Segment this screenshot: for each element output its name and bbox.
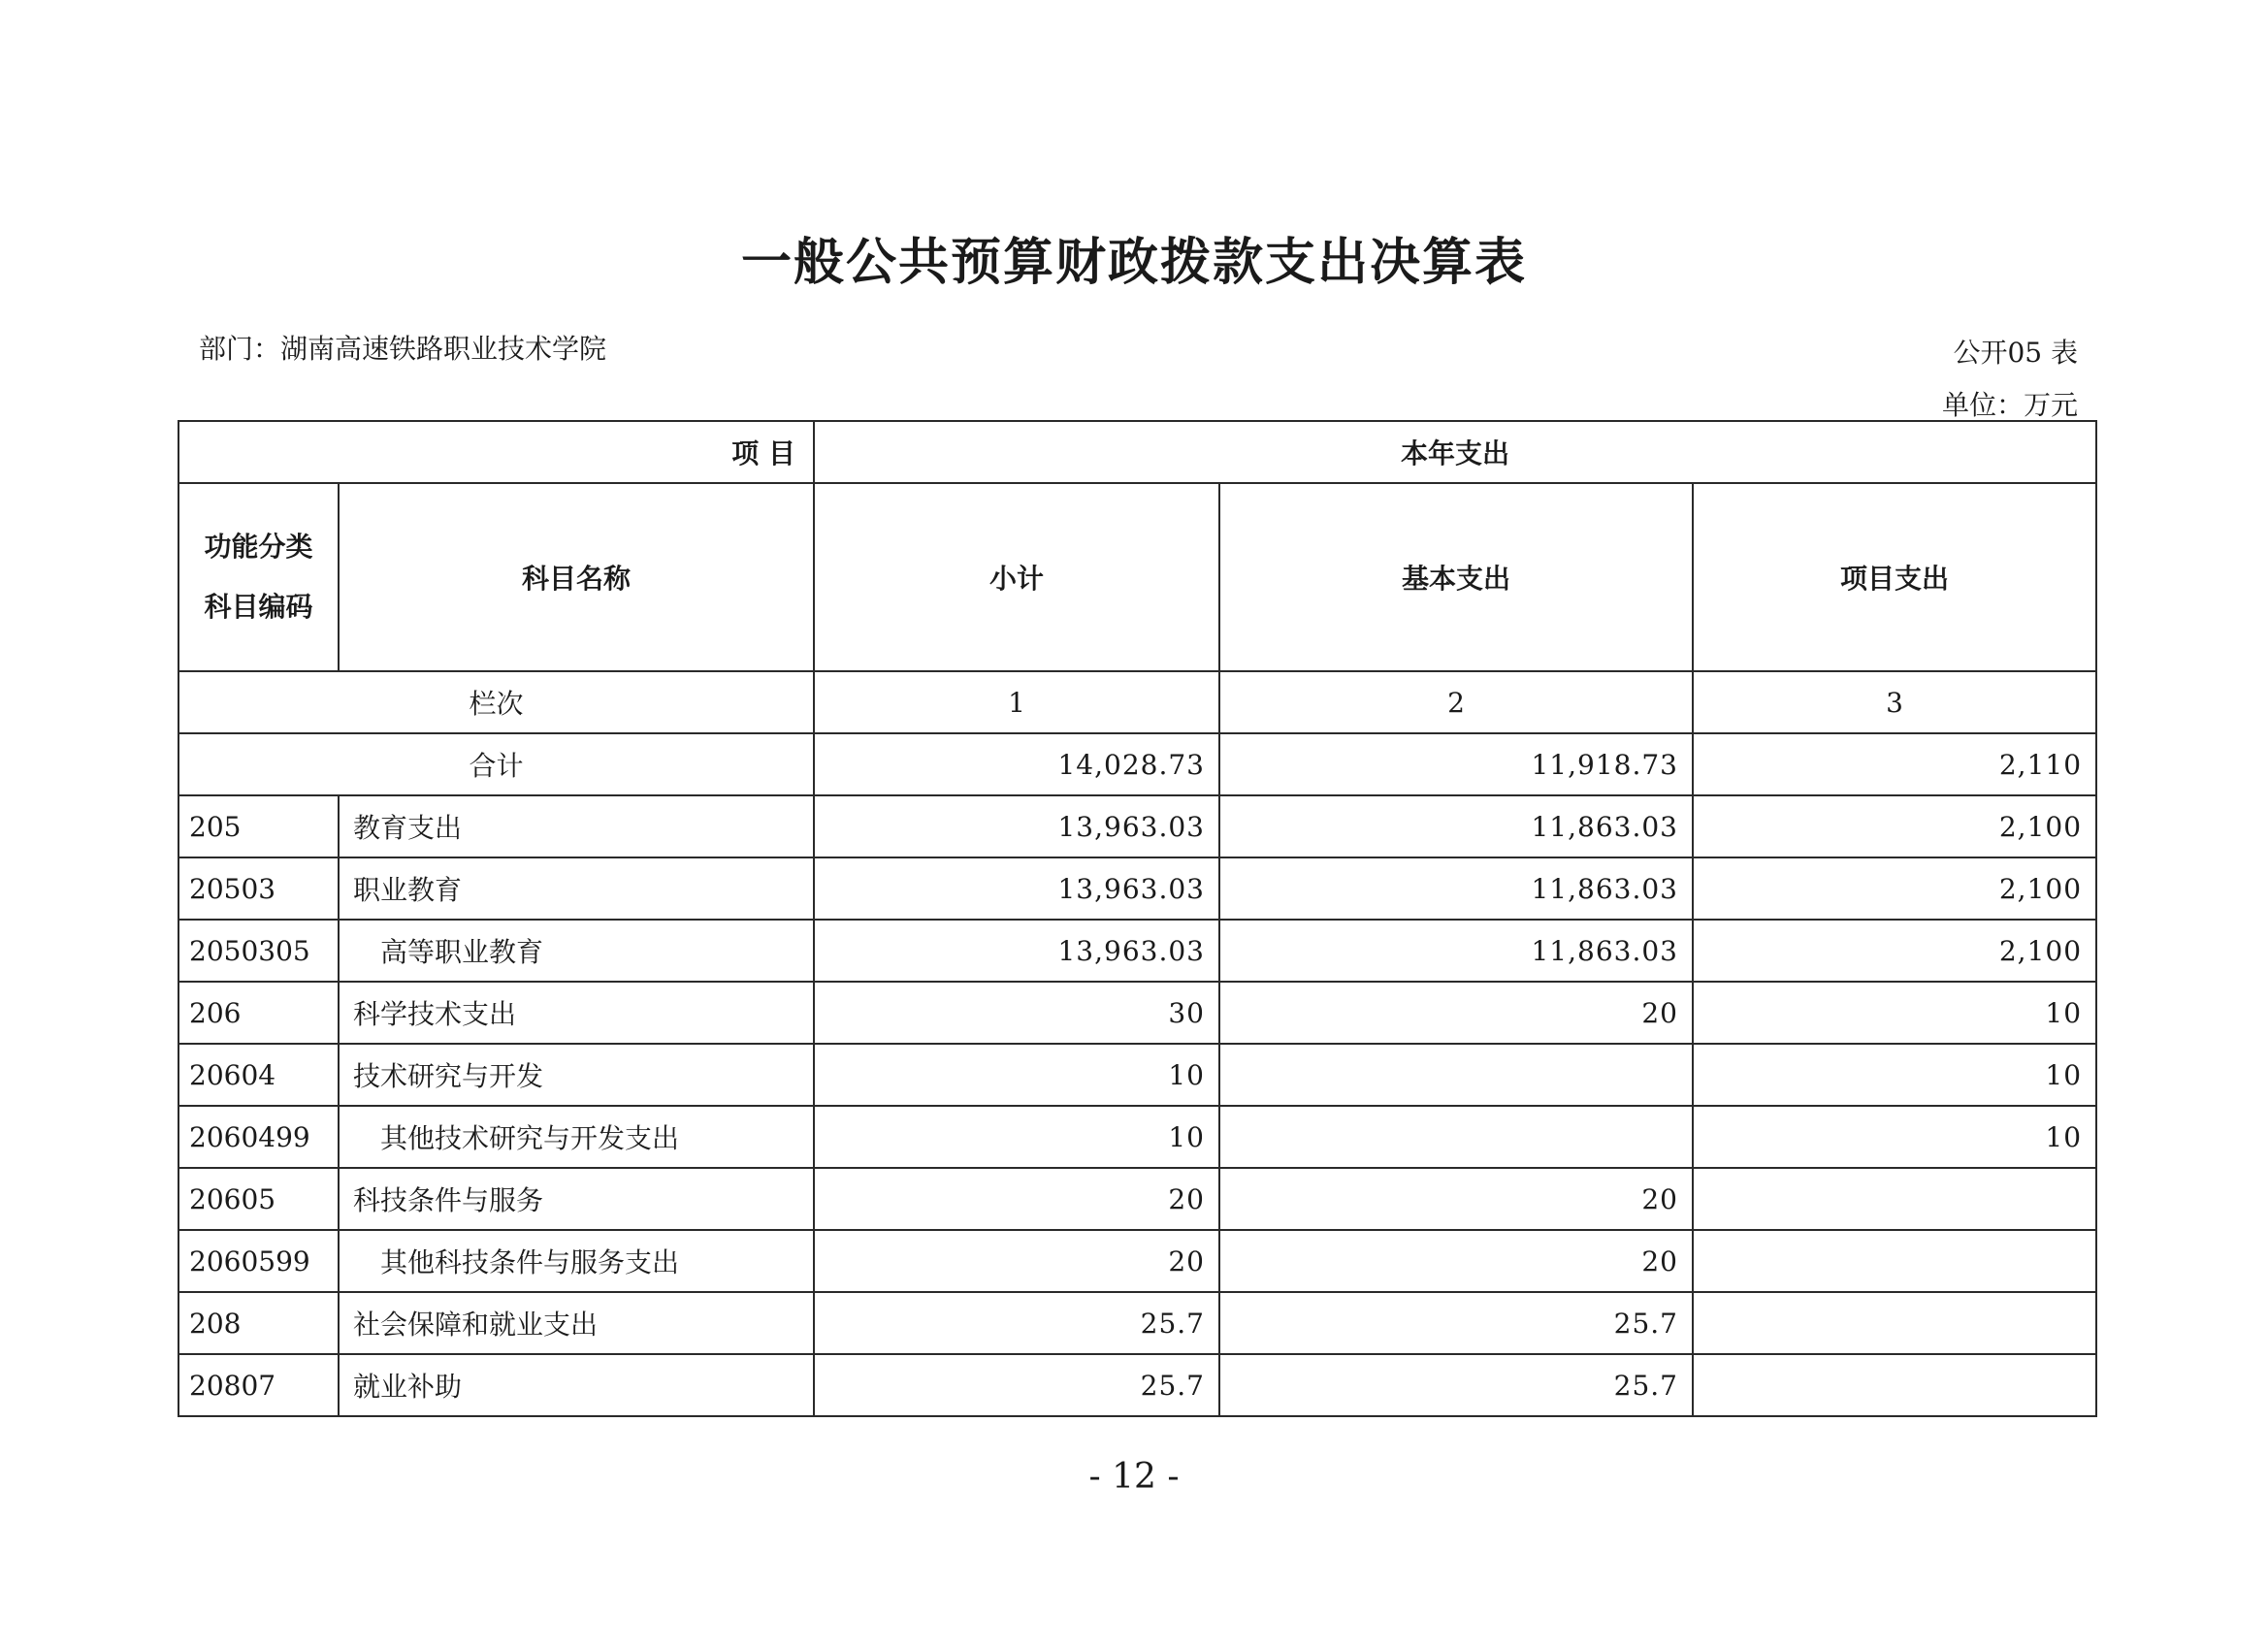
header-subject-name: 科目名称 [339,483,814,671]
row-basic [1219,1044,1693,1106]
row-code: 208 [178,1292,339,1354]
table-row [178,1230,2096,1292]
table-row [178,920,2096,982]
row-project: 2,100 [1693,795,2096,857]
row-subtotal: 20 [814,1230,1219,1292]
row-code: 20503 [178,857,339,920]
row-basic [1219,1106,1693,1168]
header-project: 项目支出 [1693,483,2096,671]
row-name: 高等职业教育 [339,920,814,982]
row-name: 社会保障和就业支出 [339,1292,814,1354]
row-subtotal: 30 [814,982,1219,1044]
budget-table [178,420,2097,1417]
table-row [178,982,2096,1044]
row-project: 2,100 [1693,920,2096,982]
department-label: 部门：湖南高速铁路职业技术学院 [199,333,607,365]
row-project: 10 [1693,1044,2096,1106]
row-basic: 20 [1219,1230,1693,1292]
header-basic: 基本支出 [1219,483,1693,671]
column-index-3: 3 [1693,671,2096,733]
row-basic: 11,863.03 [1219,857,1693,920]
header-func-code-line1: 功能分类 [204,531,313,563]
row-basic: 25.7 [1219,1292,1693,1354]
row-subtotal: 10 [814,1044,1219,1106]
column-index-row [178,671,2096,733]
row-project: 10 [1693,1106,2096,1168]
total-row [178,733,2096,795]
table-row [178,1292,2096,1354]
row-name: 科学技术支出 [339,982,814,1044]
page-number: - 12 - [1088,1457,1180,1497]
header-subtotal: 小计 [814,483,1219,671]
row-subtotal: 13,963.03 [814,857,1219,920]
row-project [1693,1354,2096,1416]
table-row [178,857,2096,920]
row-project [1693,1168,2096,1230]
table-row [178,1354,2096,1416]
row-code: 2060499 [178,1106,339,1168]
row-code: 205 [178,795,339,857]
column-index-1: 1 [814,671,1219,733]
row-name: 教育支出 [339,795,814,857]
row-subtotal: 20 [814,1168,1219,1230]
row-code: 20604 [178,1044,339,1106]
row-code: 20605 [178,1168,339,1230]
row-code: 20807 [178,1354,339,1416]
row-project [1693,1230,2096,1292]
row-name: 其他技术研究与开发支出 [339,1106,814,1168]
table-row [178,795,2096,857]
row-project: 2,100 [1693,857,2096,920]
row-subtotal: 25.7 [814,1292,1219,1354]
row-code: 206 [178,982,339,1044]
row-subtotal: 25.7 [814,1354,1219,1416]
form-number: 公开05 表 [1953,337,2078,369]
row-basic: 25.7 [1219,1354,1693,1416]
total-project: 2,110 [1693,733,2096,795]
row-name: 科技条件与服务 [339,1168,814,1230]
total-label: 合计 [178,733,814,795]
row-basic: 20 [1219,982,1693,1044]
row-name: 就业补助 [339,1354,814,1416]
row-subtotal: 13,963.03 [814,920,1219,982]
row-name: 职业教育 [339,857,814,920]
row-subtotal: 13,963.03 [814,795,1219,857]
page-title: 一般公共预算财政拨款支出决算表 [740,234,1527,292]
header-func-code [178,483,339,671]
header-item: 项 目 [178,421,814,483]
table-row [178,1106,2096,1168]
column-index-2: 2 [1219,671,1693,733]
row-basic: 11,863.03 [1219,920,1693,982]
header-current-year: 本年支出 [814,421,2096,483]
table-header-row [178,483,2096,671]
row-basic: 20 [1219,1168,1693,1230]
unit-label: 单位：万元 [1941,389,2078,421]
row-code: 2060599 [178,1230,339,1292]
table-header-top-row [178,421,2096,483]
column-index-label: 栏次 [178,671,814,733]
row-basic: 11,863.03 [1219,795,1693,857]
row-code: 2050305 [178,920,339,982]
row-project [1693,1292,2096,1354]
table-row [178,1168,2096,1230]
header-func-code-line2: 科目编码 [204,591,313,623]
table-row [178,1044,2096,1106]
total-subtotal: 14,028.73 [814,733,1219,795]
total-basic: 11,918.73 [1219,733,1693,795]
row-project: 10 [1693,982,2096,1044]
row-name: 其他科技条件与服务支出 [339,1230,814,1292]
row-subtotal: 10 [814,1106,1219,1168]
row-name: 技术研究与开发 [339,1044,814,1106]
